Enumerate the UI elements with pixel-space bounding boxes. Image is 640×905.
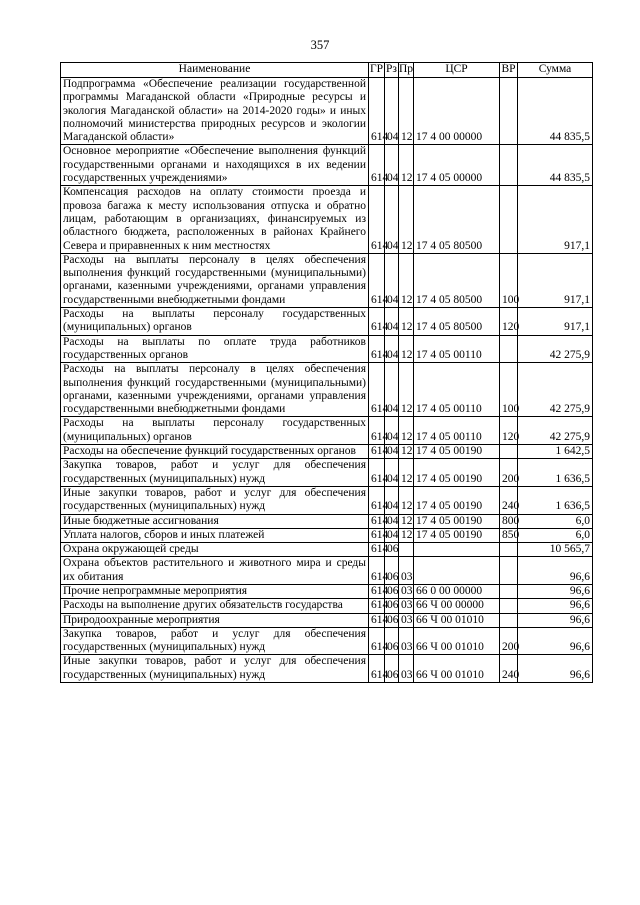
table-row: [61, 486, 593, 514]
table-row: [61, 145, 593, 186]
cell-csr: 66 Ч 00 01010: [414, 627, 500, 655]
cell-rz: 06: [385, 543, 399, 557]
table-row: [61, 459, 593, 487]
cell-vr: [500, 599, 518, 613]
cell-rz: 04: [385, 459, 399, 487]
cell-name: Иные закупки товаров, работ и услуг для обеспечения государственных (муниципальных) нужд: [61, 655, 369, 683]
cell-pr: 12: [399, 335, 414, 363]
cell-csr: 66 Ч 00 00000: [414, 599, 500, 613]
cell-rz: 04: [385, 253, 399, 307]
cell-gr: 614: [369, 417, 385, 445]
table-row: [61, 543, 593, 557]
cell-csr: 66 Ч 00 01010: [414, 655, 500, 683]
cell-rz: 06: [385, 627, 399, 655]
table-row: [61, 584, 593, 598]
cell-vr: [500, 543, 518, 557]
cell-name: Расходы на выплаты персоналу в целях обеспечения выполнения функций государственными (муниципальными) органами, казенными учреждениями, органами управления государственными внебюджетными фондами: [61, 363, 369, 417]
cell-pr: 12: [399, 145, 414, 186]
table-row: [61, 613, 593, 627]
cell-sum: 6,0: [518, 514, 593, 528]
table-row: [61, 627, 593, 655]
cell-csr: 17 4 05 00190: [414, 514, 500, 528]
table-row: [61, 186, 593, 253]
cell-vr: 240: [500, 486, 518, 514]
cell-rz: 04: [385, 445, 399, 459]
cell-name: Основное мероприятие «Обеспечение выполнения функций государственными органами и находящихся в их ведении государственных учреждениями»: [61, 145, 369, 186]
cell-vr: [500, 186, 518, 253]
cell-vr: [500, 145, 518, 186]
cell-vr: 240: [500, 655, 518, 683]
cell-pr: 12: [399, 363, 414, 417]
cell-sum: 42 275,9: [518, 335, 593, 363]
cell-vr: 850: [500, 528, 518, 542]
cell-gr: 614: [369, 145, 385, 186]
cell-pr: 12: [399, 417, 414, 445]
cell-gr: 614: [369, 584, 385, 598]
cell-csr: 17 4 05 00110: [414, 335, 500, 363]
table-row: [61, 655, 593, 683]
cell-gr: 614: [369, 557, 385, 585]
table-row: [61, 445, 593, 459]
cell-pr: 12: [399, 253, 414, 307]
cell-gr: 614: [369, 486, 385, 514]
cell-rz: 04: [385, 486, 399, 514]
cell-vr: 800: [500, 514, 518, 528]
cell-csr: 17 4 05 80500: [414, 253, 500, 307]
cell-pr: 03: [399, 584, 414, 598]
cell-sum: 44 835,5: [518, 78, 593, 145]
cell-gr: 614: [369, 543, 385, 557]
cell-rz: 06: [385, 613, 399, 627]
cell-pr: 12: [399, 78, 414, 145]
cell-sum: 96,6: [518, 655, 593, 683]
cell-vr: 200: [500, 627, 518, 655]
cell-gr: 614: [369, 599, 385, 613]
cell-gr: 614: [369, 655, 385, 683]
cell-csr: 17 4 05 00190: [414, 459, 500, 487]
cell-pr: 03: [399, 557, 414, 585]
cell-gr: 614: [369, 613, 385, 627]
cell-rz: 04: [385, 145, 399, 186]
cell-name: Иные бюджетные ассигнования: [61, 514, 369, 528]
table-row: [61, 308, 593, 336]
cell-pr: 03: [399, 627, 414, 655]
cell-sum: 96,6: [518, 599, 593, 613]
cell-sum: 96,6: [518, 557, 593, 585]
table-row: [61, 417, 593, 445]
cell-pr: 12: [399, 486, 414, 514]
page-number: 357: [310, 38, 330, 52]
cell-rz: 04: [385, 335, 399, 363]
cell-pr: 12: [399, 308, 414, 336]
cell-rz: 04: [385, 528, 399, 542]
cell-name: Расходы на выплаты персоналу в целях обеспечения выполнения функций государственными (муниципальными) органами, казенными учреждениями, органами управления государственными внебюджетными фондами: [61, 253, 369, 307]
table-row: [61, 335, 593, 363]
cell-name: Природоохранные мероприятия: [61, 613, 369, 627]
cell-name: Расходы на выплаты персоналу государственных (муниципальных) органов: [61, 417, 369, 445]
cell-csr: 17 4 05 00110: [414, 417, 500, 445]
cell-pr: 03: [399, 655, 414, 683]
cell-gr: 614: [369, 186, 385, 253]
table-row: [61, 528, 593, 542]
cell-sum: 42 275,9: [518, 417, 593, 445]
cell-name: Иные закупки товаров, работ и услуг для обеспечения государственных (муниципальных) нужд: [61, 486, 369, 514]
cell-rz: 04: [385, 514, 399, 528]
cell-rz: 04: [385, 363, 399, 417]
cell-gr: 614: [369, 308, 385, 336]
cell-rz: 06: [385, 557, 399, 585]
cell-pr: 12: [399, 459, 414, 487]
cell-vr: 120: [500, 308, 518, 336]
cell-sum: 96,6: [518, 627, 593, 655]
cell-vr: [500, 445, 518, 459]
cell-vr: 100: [500, 363, 518, 417]
cell-name: Прочие непрограммные мероприятия: [61, 584, 369, 598]
cell-rz: 04: [385, 417, 399, 445]
header-csr: ЦСР: [414, 63, 500, 78]
table-row: [61, 557, 593, 585]
cell-sum: 1 642,5: [518, 445, 593, 459]
cell-vr: [500, 584, 518, 598]
cell-name: Компенсация расходов на оплату стоимости проезда и провоза багажа к месту использования отпуска и обратно лицам, работающим в организациях, финансируемых из областного бюджета, расположенных в районах Крайнего Севера и приравненных к ним местностях: [61, 186, 369, 253]
cell-csr: 17 4 05 80500: [414, 186, 500, 253]
header-gr: ГР: [369, 63, 385, 78]
table-row: [61, 253, 593, 307]
cell-sum: 96,6: [518, 613, 593, 627]
cell-vr: [500, 335, 518, 363]
cell-pr: 12: [399, 528, 414, 542]
cell-name: Закупка товаров, работ и услуг для обеспечения государственных (муниципальных) нужд: [61, 627, 369, 655]
cell-sum: 1 636,5: [518, 486, 593, 514]
cell-vr: [500, 613, 518, 627]
cell-gr: 614: [369, 459, 385, 487]
budget-table: [60, 62, 593, 683]
table-row: [61, 363, 593, 417]
cell-name: Уплата налогов, сборов и иных платежей: [61, 528, 369, 542]
cell-gr: 614: [369, 335, 385, 363]
cell-sum: 6,0: [518, 528, 593, 542]
cell-name: Закупка товаров, работ и услуг для обеспечения государственных (муниципальных) нужд: [61, 459, 369, 487]
header-rz: Рз: [385, 63, 399, 78]
cell-gr: 614: [369, 528, 385, 542]
header-name: Наименование: [61, 63, 369, 78]
header-row: [61, 63, 593, 78]
table-body: [61, 78, 593, 683]
cell-gr: 614: [369, 514, 385, 528]
cell-csr: 66 Ч 00 01010: [414, 613, 500, 627]
cell-name: Расходы на выполнение других обязательств государства: [61, 599, 369, 613]
cell-vr: 200: [500, 459, 518, 487]
header-sum: Сумма: [518, 63, 593, 78]
cell-vr: [500, 557, 518, 585]
cell-rz: 04: [385, 308, 399, 336]
cell-csr: 66 0 00 00000: [414, 584, 500, 598]
cell-rz: 04: [385, 186, 399, 253]
cell-pr: 03: [399, 599, 414, 613]
cell-rz: 06: [385, 599, 399, 613]
cell-vr: [500, 78, 518, 145]
cell-rz: 04: [385, 78, 399, 145]
cell-gr: 614: [369, 627, 385, 655]
cell-rz: 06: [385, 655, 399, 683]
cell-name: Охрана объектов растительного и животного мира и среды их обитания: [61, 557, 369, 585]
cell-pr: 12: [399, 514, 414, 528]
cell-pr: 12: [399, 445, 414, 459]
cell-vr: 100: [500, 253, 518, 307]
cell-name: Охрана окружающей среды: [61, 543, 369, 557]
cell-name: Расходы на выплаты персоналу государственных (муниципальных) органов: [61, 308, 369, 336]
cell-csr: 17 4 05 00190: [414, 528, 500, 542]
cell-gr: 614: [369, 445, 385, 459]
cell-csr: 17 4 00 00000: [414, 78, 500, 145]
cell-pr: 03: [399, 613, 414, 627]
cell-sum: 917,1: [518, 253, 593, 307]
cell-sum: 44 835,5: [518, 145, 593, 186]
cell-csr: 17 4 05 80500: [414, 308, 500, 336]
cell-name: Расходы на выплаты по оплате труда работников государственных органов: [61, 335, 369, 363]
cell-sum: 96,6: [518, 584, 593, 598]
cell-csr: 17 4 05 00000: [414, 145, 500, 186]
cell-csr: [414, 543, 500, 557]
table-row: [61, 78, 593, 145]
header-pr: Пр: [399, 63, 414, 78]
table-row: [61, 599, 593, 613]
cell-name: Расходы на обеспечение функций государственных органов: [61, 445, 369, 459]
cell-csr: 17 4 05 00190: [414, 486, 500, 514]
cell-rz: 06: [385, 584, 399, 598]
cell-csr: [414, 557, 500, 585]
cell-pr: [399, 543, 414, 557]
cell-sum: 42 275,9: [518, 363, 593, 417]
cell-sum: 917,1: [518, 186, 593, 253]
cell-pr: 12: [399, 186, 414, 253]
cell-sum: 1 636,5: [518, 459, 593, 487]
cell-csr: 17 4 05 00110: [414, 363, 500, 417]
cell-sum: 917,1: [518, 308, 593, 336]
table-row: [61, 514, 593, 528]
header-vr: ВР: [500, 63, 518, 78]
cell-sum: 10 565,7: [518, 543, 593, 557]
cell-csr: 17 4 05 00190: [414, 445, 500, 459]
cell-gr: 614: [369, 363, 385, 417]
cell-vr: 120: [500, 417, 518, 445]
cell-gr: 614: [369, 253, 385, 307]
cell-name: Подпрограмма «Обеспечение реализации государственной программы Магаданской области «Природные ресурсы и экология Магаданской области» на 2014-2020 годы» и иных полномочий министерства природных ресурсов и экологии Магаданской области»: [61, 78, 369, 145]
cell-gr: 614: [369, 78, 385, 145]
